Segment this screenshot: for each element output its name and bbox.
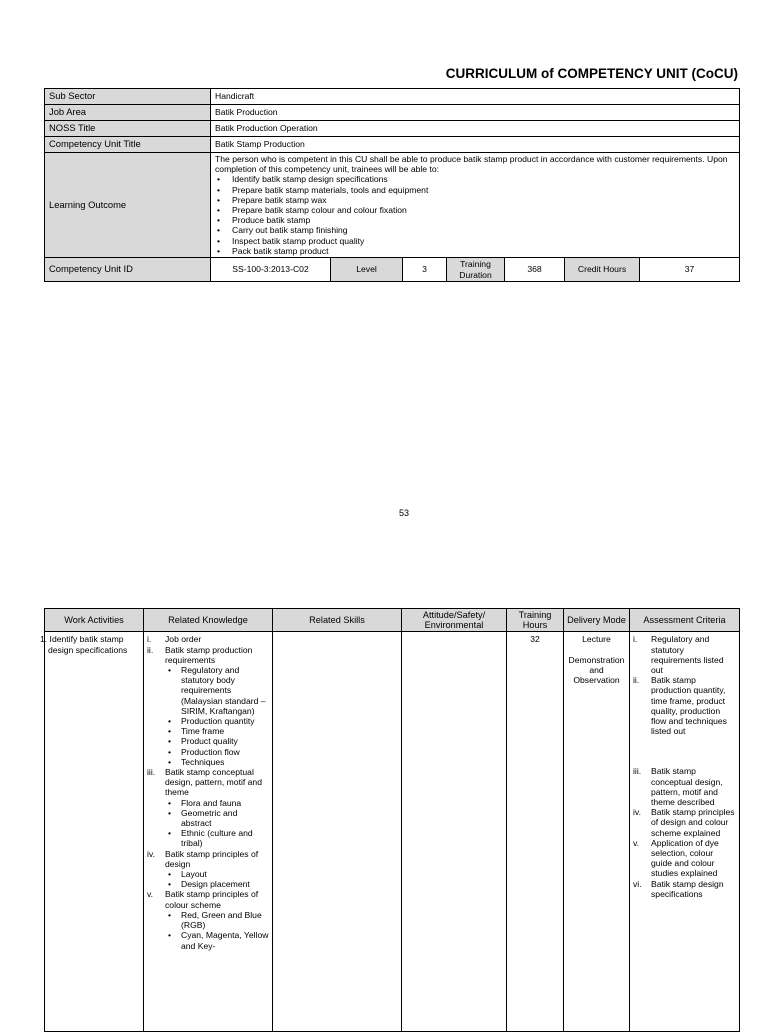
noss-title-label: NOSS Title (45, 121, 211, 137)
outcome-list (215, 174, 735, 256)
list-item: • Red, Green and Blue (RGB) (165, 910, 269, 930)
header-assessment-criteria: Assessment Criteria (630, 609, 740, 632)
cocu-summary-table (44, 88, 740, 282)
work-activities-table (40, 608, 740, 1032)
noss-title-value: Batik Production Operation (211, 121, 740, 137)
training-duration-value: 368 (505, 258, 565, 282)
list-item: • Geometric and abstract (165, 808, 269, 828)
header-delivery-mode: Delivery Mode (564, 609, 630, 632)
table-row (45, 632, 740, 1032)
cu-title-label: Competency Unit Title (45, 137, 211, 153)
list-item: • Product quality (165, 736, 269, 746)
sub-sector-label: Sub Sector (45, 89, 211, 105)
list-item: • Produce batik stamp (229, 215, 735, 225)
list-item: • Prepare batik stamp colour and colour fixation (229, 205, 735, 215)
list-item: • Cyan, Magenta, Yellow and Key- (165, 930, 269, 950)
list-item: • Prepare batik stamp wax (229, 195, 735, 205)
sub-sector-value: Handicraft (211, 89, 740, 105)
list-item: • Time frame (165, 726, 269, 736)
list-item: • Prepare batik stamp materials, tools and equipment (229, 185, 735, 195)
assessment-criteria-cell: i. Regulatory and statutory requirements listed out ii. Batik stamp production quantity, time frame, product quality, production flow and techniques listed out iii. Batik stamp conceptual design, pattern, motif and theme described iv. Batik stamp principles of design and colour scheme explained v. Application of dye selection, colour guide and colour studies explained vi. Batik stamp design specifications (630, 632, 740, 1032)
header-training-hours: Training Hours (507, 609, 564, 632)
delivery-mode-demonstration: Demonstration and Observation (568, 654, 625, 686)
list-item: • Production quantity (165, 716, 269, 726)
delivery-mode-cell (564, 632, 630, 1032)
training-duration-label: Training Duration (447, 258, 505, 282)
list-item: • Carry out batik stamp finishing (229, 225, 735, 235)
list-item: • Identify batik stamp design specifications (229, 174, 735, 184)
learning-outcome-intro: The person who is competent in this CU shall be able to produce batik stamp product in accordance with customer requirements. Upon completion of this competency unit, trainees will be able to: (215, 154, 728, 175)
header-attitude: Attitude/Safety/ Environmental (402, 609, 507, 632)
page-title: CURRICULUM of COMPETENCY UNIT (CoCU) (445, 66, 738, 81)
header-work-activities: Work Activities (45, 609, 144, 632)
related-skills-cell (273, 632, 402, 1032)
learning-outcome-label: Learning Outcome (45, 153, 211, 258)
cu-id-value: SS-100-3:2013-C02 (211, 258, 331, 282)
work-activity-cell: 1. Identify batik stamp design specifications (45, 632, 144, 1032)
level-value: 3 (403, 258, 447, 282)
job-area-value: Batik Production (211, 105, 740, 121)
related-knowledge-cell: i. Job order ii. Batik stamp production requirements • Regulatory and statutory body requirements (Malaysian standard – SIRIM, Kraftangan) • Production quantity • Time frame • Product quality • Production flow • Techniques iii. Batik stamp conceptual design, pattern, motif and theme • Flora and fauna • Geometric and abstract • Ethnic (culture and tribal) iv. Batik stamp principles of design • Layout • Design placement v. Batik stamp principles of colour scheme • Red, Green and Blue (RGB) • Cyan, Magenta, Yellow and Key- (144, 632, 273, 1032)
list-item: • Pack batik stamp product (229, 246, 735, 256)
cu-id-label: Competency Unit ID (45, 258, 211, 282)
header-related-knowledge: Related Knowledge (144, 609, 273, 632)
credit-hours-label: Credit Hours (565, 258, 640, 282)
list-item: • Flora and fauna (165, 798, 269, 808)
level-label: Level (331, 258, 403, 282)
credit-hours-value: 37 (640, 258, 740, 282)
list-item: • Regulatory and statutory body requirements (Malaysian standard – SIRIM, Kraftangan) (165, 665, 269, 716)
delivery-mode-lecture: Lecture (582, 634, 611, 645)
list-item: • Ethnic (culture and tribal) (165, 828, 269, 848)
list-item: • Production flow (165, 747, 269, 757)
list-item: • Design placement (165, 879, 269, 889)
attitude-cell (402, 632, 507, 1032)
page-number: 53 (398, 508, 409, 518)
learning-outcome-cell (211, 153, 740, 258)
training-hours-cell: 32 (507, 632, 564, 1032)
header-related-skills: Related Skills (273, 609, 402, 632)
list-item: • Techniques (165, 757, 269, 767)
list-item: • Inspect batik stamp product quality (229, 236, 735, 246)
list-item: • Layout (165, 869, 269, 879)
job-area-label: Job Area (45, 105, 211, 121)
cu-title-value: Batik Stamp Production (211, 137, 740, 153)
